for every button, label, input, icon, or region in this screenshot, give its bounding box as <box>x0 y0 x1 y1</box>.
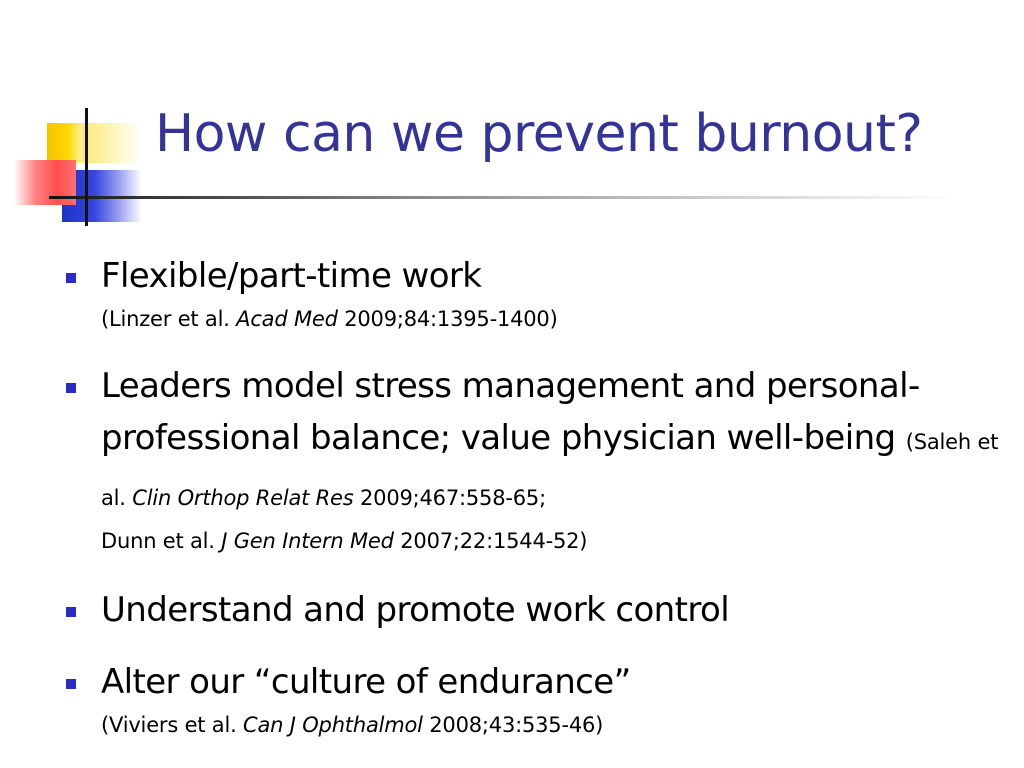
citation-journal: Acad Med <box>236 307 338 331</box>
bullet-text: Alter our “culture of endurance” <box>101 662 631 702</box>
bullet-text: Leaders model stress management and personal-professional balance; value physician well-being <box>101 366 920 458</box>
citation-authors: (Linzer et al. <box>101 307 237 331</box>
citation-details: 2009;84:1395-1400) <box>337 307 558 331</box>
bullet-text: Flexible/part-time work <box>101 256 482 296</box>
bullet-square-icon <box>66 607 76 617</box>
bullet-text-with-citation <box>101 360 1002 524</box>
bullet-square-icon <box>66 679 76 689</box>
slide-title: How can we prevent burnout? <box>155 104 923 164</box>
yellow-square-fade <box>82 123 142 163</box>
bullet-item <box>62 656 1002 742</box>
title-underline <box>49 196 959 199</box>
citation-authors: (Viviers et al. <box>101 713 244 737</box>
bullet-citation <box>101 708 1002 742</box>
bullet-square-icon <box>66 383 76 393</box>
vertical-divider-line <box>85 108 88 226</box>
bullet-list <box>62 250 1002 742</box>
citation-details: 2009;467:558-65; <box>353 486 546 510</box>
citation-details: 2008;43:535-46) <box>422 713 604 737</box>
citation-authors: Dunn et al. <box>101 529 222 553</box>
bullet-item <box>62 584 1002 636</box>
yellow-square <box>47 123 82 163</box>
bullet-item <box>62 250 1002 336</box>
bullet-citation-continued <box>101 524 1002 558</box>
bullet-citation <box>101 302 1002 336</box>
bullet-text: Understand and promote work control <box>101 590 730 630</box>
bullet-square-icon <box>66 273 76 283</box>
citation-journal: Can J Ophthalmol <box>243 713 423 737</box>
citation-journal: Clin Orthop Relat Res <box>132 486 354 510</box>
citation-details: 2007;22:1544-52) <box>393 529 588 553</box>
citation-journal: J Gen Intern Med <box>221 529 394 553</box>
bullet-item <box>62 360 1002 558</box>
citation-authors: (Saleh et al. <box>101 430 999 510</box>
